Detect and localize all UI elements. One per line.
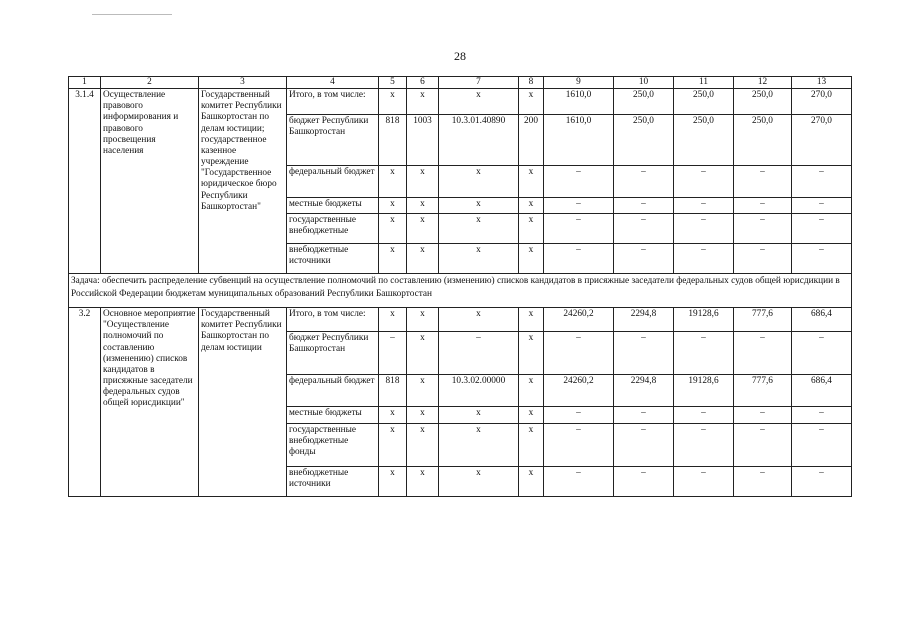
funding-source: бюджет Республики Башкортостан [287,332,379,375]
cell: – [614,198,674,214]
cell: – [792,407,852,424]
cell: – [614,214,674,244]
cell: х [407,214,439,244]
col-header: 3 [199,77,287,89]
col-header: 12 [734,77,792,89]
cell: – [614,166,674,198]
cell: – [544,198,614,214]
cell: – [734,467,792,497]
col-header: 9 [544,77,614,89]
col-header: 5 [379,77,407,89]
cell: – [792,467,852,497]
cell: х [379,407,407,424]
funding-source: местные бюджеты [287,407,379,424]
cell: – [734,407,792,424]
cell: х [379,244,407,274]
col-header: 11 [674,77,734,89]
cell: х [379,89,407,115]
cell: х [519,214,544,244]
cell: х [519,308,544,332]
page-number: 28 [454,49,466,63]
cell: 24260,2 [544,308,614,332]
budget-table [68,76,852,497]
cell: – [734,244,792,274]
cell: х [407,308,439,332]
cell: – [614,332,674,375]
table-row [69,308,852,332]
funding-source: местные бюджеты [287,198,379,214]
item-executor: Государственный комитет Республики Башкортостан по делам юстиции; государственное казенное учреждение "Государственное юридическое бюро Республики Башкортостан" [199,89,287,274]
col-header: 2 [101,77,199,89]
cell: 250,0 [674,115,734,166]
cell: 818 [379,375,407,407]
funding-source: бюджет Республики Башкортостан [287,115,379,166]
cell: х [439,424,519,467]
cell: х [519,424,544,467]
cell: 1610,0 [544,115,614,166]
cell: – [674,424,734,467]
cell: х [519,166,544,198]
cell: – [792,198,852,214]
cell: х [439,198,519,214]
cell: 1610,0 [544,89,614,115]
cell: х [407,375,439,407]
cell: – [674,407,734,424]
cell: 686,4 [792,375,852,407]
column-number-row [69,77,852,89]
cell: х [407,467,439,497]
col-header: 10 [614,77,674,89]
cell: 19128,6 [674,375,734,407]
cell: х [439,244,519,274]
cell: х [379,198,407,214]
cell: 19128,6 [674,308,734,332]
funding-source: федеральный бюджет [287,166,379,198]
funding-source: внебюджетные источники [287,244,379,274]
col-header: 6 [407,77,439,89]
cell: – [544,166,614,198]
cell: х [407,166,439,198]
cell: х [439,407,519,424]
cell: х [519,467,544,497]
cell: х [519,332,544,375]
cell: – [544,244,614,274]
cell: – [734,214,792,244]
cell: – [614,467,674,497]
cell: – [674,467,734,497]
cell: – [734,332,792,375]
cell: – [614,244,674,274]
item-number: 3.1.4 [69,89,101,274]
cell: х [407,198,439,214]
cell: 2294,8 [614,308,674,332]
cell: – [734,198,792,214]
cell: х [379,424,407,467]
cell: – [674,198,734,214]
item-number: 3.2 [69,308,101,497]
col-header: 1 [69,77,101,89]
col-header: 13 [792,77,852,89]
cell: – [674,214,734,244]
cell: х [439,166,519,198]
funding-source: Итого, в том числе: [287,308,379,332]
cell: х [439,308,519,332]
cell: 250,0 [674,89,734,115]
cell: х [379,214,407,244]
cell: 777,6 [734,375,792,407]
cell: х [407,407,439,424]
cell: х [439,89,519,115]
col-header: 7 [439,77,519,89]
cell: – [734,424,792,467]
table-row [69,89,852,115]
cell: х [519,375,544,407]
cell: 777,6 [734,308,792,332]
cell: – [439,332,519,375]
funding-source: федеральный бюджет [287,375,379,407]
cell: – [544,467,614,497]
cell: 270,0 [792,115,852,166]
cell: х [379,467,407,497]
cell: – [674,244,734,274]
cell: 818 [379,115,407,166]
cell: 2294,8 [614,375,674,407]
cell: – [792,166,852,198]
cell: 686,4 [792,308,852,332]
item-name: Основное мероприятие "Осуществление полномочий по составлению (изменению) списков кандидатов в присяжные заседатели федеральных судов общей юрисдикции" [101,308,199,497]
cell: – [792,244,852,274]
cell: – [674,332,734,375]
cell: 250,0 [734,89,792,115]
cell: 250,0 [614,115,674,166]
cell: х [439,467,519,497]
cell: – [674,166,734,198]
cell: х [407,244,439,274]
cell: х [519,244,544,274]
cell: х [379,308,407,332]
cell: х [407,424,439,467]
cell: 1003 [407,115,439,166]
task-row [69,274,852,308]
cell: – [379,332,407,375]
funding-source: внебюджетные источники [287,467,379,497]
cell: 270,0 [792,89,852,115]
cell: – [544,407,614,424]
cell: х [379,166,407,198]
cell: 250,0 [734,115,792,166]
cell: 24260,2 [544,375,614,407]
cell: 10.3.02.00000 [439,375,519,407]
cell: – [792,424,852,467]
cell: х [519,198,544,214]
cell: – [614,424,674,467]
cell: – [734,166,792,198]
cell: х [519,89,544,115]
funding-source: государственные внебюджетные [287,214,379,244]
header-rule [92,14,172,15]
col-header: 4 [287,77,379,89]
cell: – [544,424,614,467]
cell: – [614,407,674,424]
cell: х [407,332,439,375]
task-text: Задача: обеспечить распределение субвенций на осуществление полномочий по составлению (изменению) списков кандидатов в присяжные заседатели федеральных судов общей юрисдикции в Российской Федерации бюджетам муниципальных образований Республики Башкортостан [69,274,852,308]
cell: – [544,332,614,375]
cell: – [792,332,852,375]
cell: х [439,214,519,244]
cell: х [519,407,544,424]
cell: 200 [519,115,544,166]
cell: х [407,89,439,115]
cell: – [544,214,614,244]
col-header: 8 [519,77,544,89]
funding-source: Итого, в том числе: [287,89,379,115]
cell: 250,0 [614,89,674,115]
item-executor: Государственный комитет Республики Башкортостан по делам юстиции [199,308,287,497]
item-name: Осуществление правового информирования и правового просвещения населения [101,89,199,274]
cell: 10.3.01.40890 [439,115,519,166]
cell: – [792,214,852,244]
funding-source: государственные внебюджетные фонды [287,424,379,467]
